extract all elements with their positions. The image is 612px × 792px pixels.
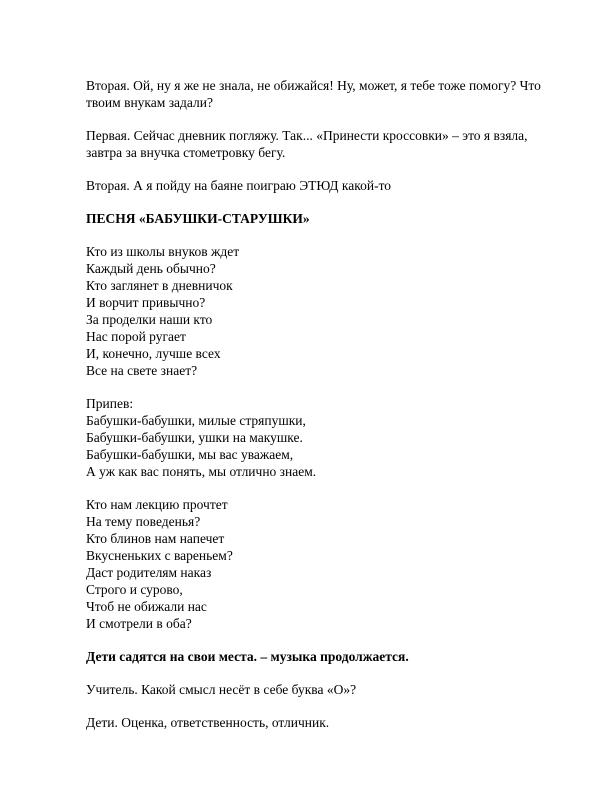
verse-line: И, конечно, лучше всех	[86, 346, 221, 361]
song-verse-2	[86, 496, 586, 632]
text-line: твоим внукам задали?	[86, 95, 213, 110]
chorus-line: А уж как вас понять, мы отлично знаем.	[86, 464, 317, 479]
verse-line: На тему поведенья?	[86, 514, 201, 529]
verse-line: Каждый день обычно?	[86, 261, 216, 276]
verse-line: За проделки наши кто	[86, 312, 213, 327]
text-line: Вторая. А я пойду на баяне поиграю ЭТЮД какой-то	[86, 178, 392, 193]
text-line: завтра за внучка стометровку бегу.	[86, 145, 286, 160]
dialogue-first	[86, 127, 586, 161]
chorus-label: Припев:	[86, 396, 134, 411]
dialogue-second-2	[86, 177, 586, 194]
verse-line: Кто заглянет в дневничок	[86, 278, 233, 293]
dialogue-second-1	[86, 77, 586, 111]
song-title-text: ПЕСНЯ «БАБУШКИ-СТАРУШКИ»	[86, 211, 310, 226]
stage-direction-text: Дети садятся на свои места. – музыка продолжается.	[86, 649, 409, 664]
text-line: Учитель. Какой смысл несёт в себе буква «О»?	[86, 682, 357, 697]
verse-line: Кто из школы внуков ждет	[86, 244, 240, 259]
stage-direction	[86, 648, 586, 665]
document-page	[86, 77, 586, 731]
verse-line: Вкусненьких с вареньем?	[86, 548, 233, 563]
verse-line: Чтоб не обижали нас	[86, 599, 207, 614]
chorus-line: Бабушки-бабушки, милые стряпушки,	[86, 413, 306, 428]
chorus-line: Бабушки-бабушки, мы вас уважаем,	[86, 447, 294, 462]
song-verse-1	[86, 243, 586, 379]
verse-line: Строго и сурово,	[86, 582, 183, 597]
verse-line: Кто блинов нам напечет	[86, 531, 225, 546]
verse-line: Все на свете знает?	[86, 363, 198, 378]
dialogue-teacher	[86, 681, 586, 698]
verse-line: Даст родителям наказ	[86, 565, 212, 580]
dialogue-children	[86, 714, 586, 731]
chorus-line: Бабушки-бабушки, ушки на макушке.	[86, 430, 303, 445]
song-title	[86, 210, 586, 227]
text-line: Дети. Оценка, ответственность, отличник.	[86, 715, 330, 730]
text-line: Первая. Сейчас дневник погляжу. Так... «Принести кроссовки» – это я взяла,	[86, 128, 528, 143]
verse-line: И ворчит привычно?	[86, 295, 206, 310]
text-line: Вторая. Ой, ну я же не знала, не обижайся! Ну, может, я тебе тоже помогу? Что	[86, 78, 541, 93]
verse-line: Кто нам лекцию прочтет	[86, 497, 228, 512]
verse-line: И смотрели в оба?	[86, 616, 192, 631]
verse-line: Нас порой ругает	[86, 329, 186, 344]
song-chorus	[86, 395, 586, 480]
